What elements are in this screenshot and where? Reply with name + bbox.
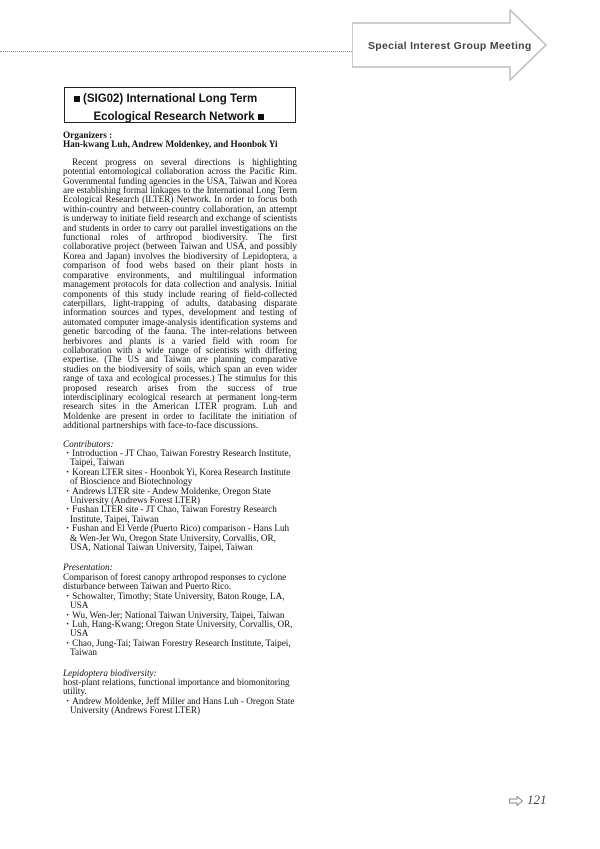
page-footer: [509, 792, 569, 806]
list-item: ・Introduction - JT Chao, Taiwan Forestry Research Institute, Taipei, Taiwan: [63, 448, 291, 468]
abstract-paragraph: Recent progress on several directions is highlighting potential entomological collaboration across the Pacific Rim. Governmental funding agencies in the USA, Taiwan and Korea are establishing formal linkages to the International Long Term Ecological Research (ILTER) Network. In order to focus both within-country and between-country collaboration, an attempt is underway to initiate field research and exchange of scientists and students in order to carry out parallel investigations on the functional roles of arthropod biodiversity. The first collaborative project (between Taiwan and USA, and possibly Korea and Japan) involves the biodiversity of Lepidoptera, a comparison of food webs based on their plant hosts in comparative environments, and multilingual information management protocols for data collection and analysis. Initial components of this study include rearing of field-collected caterpillars, light-trapping of adults, databasing disparate information sources and types, development and testing of automated computer image-analysis identification systems and genetic barcoding of the fauna. The inter-relations between herbivores and plants is a varied field with room for collaboration with a wide range of scientists with differing expertise. (The US and Taiwan are planning comparative studies on the biodiversity of soils, which span an even wider range of taxa and ecological processes.) The stimulus for this proposed research arises from the success of true interdisciplinary ecological research at permanent long-term research sites in the American LTER program. Luh and Moldenke are present in order to facilitate the initiation of additional partnerships with face-to-face discussions.: [63, 156, 297, 431]
arrow-right-icon: [509, 796, 523, 806]
list-item: ・Korean LTER sites - Hoonbok Yi, Korea Research Institute of Bioscience and Biotechnology: [63, 466, 291, 487]
list-item: ・Chao, Jung-Tai; Taiwan Forestry Research Institute, Taipei, Taiwan: [63, 637, 291, 658]
contributors-list: [63, 449, 297, 552]
contributors-heading: Contributors:: [63, 438, 114, 449]
presentation-text: Comparison of forest canopy arthropod responses to cyclone disturbance between Taiwan and Puerto Rico.: [63, 571, 287, 592]
presentation-heading: Presentation:: [63, 562, 113, 573]
list-item: ・Fushan LTER site - JT Chao, Taiwan Forestry Research Institute, Taipei, Taiwan: [63, 504, 277, 524]
presentation-list: [63, 592, 297, 658]
page-number: 121: [527, 792, 547, 807]
lepidoptera-heading: Lepidoptera biodiversity:: [63, 667, 157, 678]
list-item: ・Fushan and El Verde (Puerto Rico) comparison - Hans Luh & Wen-Jer Wu, Oregon State University, Corvallis, OR, USA, National Taiwan University, Taipei, Taiwan: [63, 523, 290, 553]
session-title-line-2: [67, 108, 293, 126]
square-bullet-icon: [258, 114, 264, 120]
organizers-names: Han-kwang Luh, Andrew Moldenkey, and Hoonbok Yi: [63, 139, 278, 150]
main-content: [63, 131, 297, 716]
list-item: ・Schowalter, Timothy; State University, Baton Rouge, LA, USA: [63, 590, 285, 611]
list-item: ・Andrews LTER site - Andew Moldenke, Oregon State University (Andrews Forest LTER): [63, 485, 271, 506]
list-item: ・Luh, Hang-Kwang; Oregon State University, Corvallis, OR, USA: [63, 618, 293, 639]
square-bullet-icon: [74, 96, 80, 102]
session-title-text-2: Ecological Research Network: [93, 111, 255, 123]
session-title-box: [64, 87, 296, 123]
header-title: Special Interest Group Meeting: [368, 40, 532, 52]
organizers-label: Organizers :: [63, 130, 113, 140]
session-title-line-1: [67, 90, 293, 108]
list-item: ・Andrew Moldenke, Jeff Miller and Hans Luh - Oregon State University (Andrews Forest LTER): [63, 695, 295, 716]
list-item: ・Wu, Wen-Jer; National Taiwan University, Taipei, Taiwan: [63, 609, 285, 620]
session-title-text-1: (SIG02) International Long Term: [83, 93, 258, 105]
lepidoptera-text: host-plant relations, functional importance and biomonitoring utility.: [63, 676, 290, 697]
lepidoptera-list: [63, 697, 297, 716]
